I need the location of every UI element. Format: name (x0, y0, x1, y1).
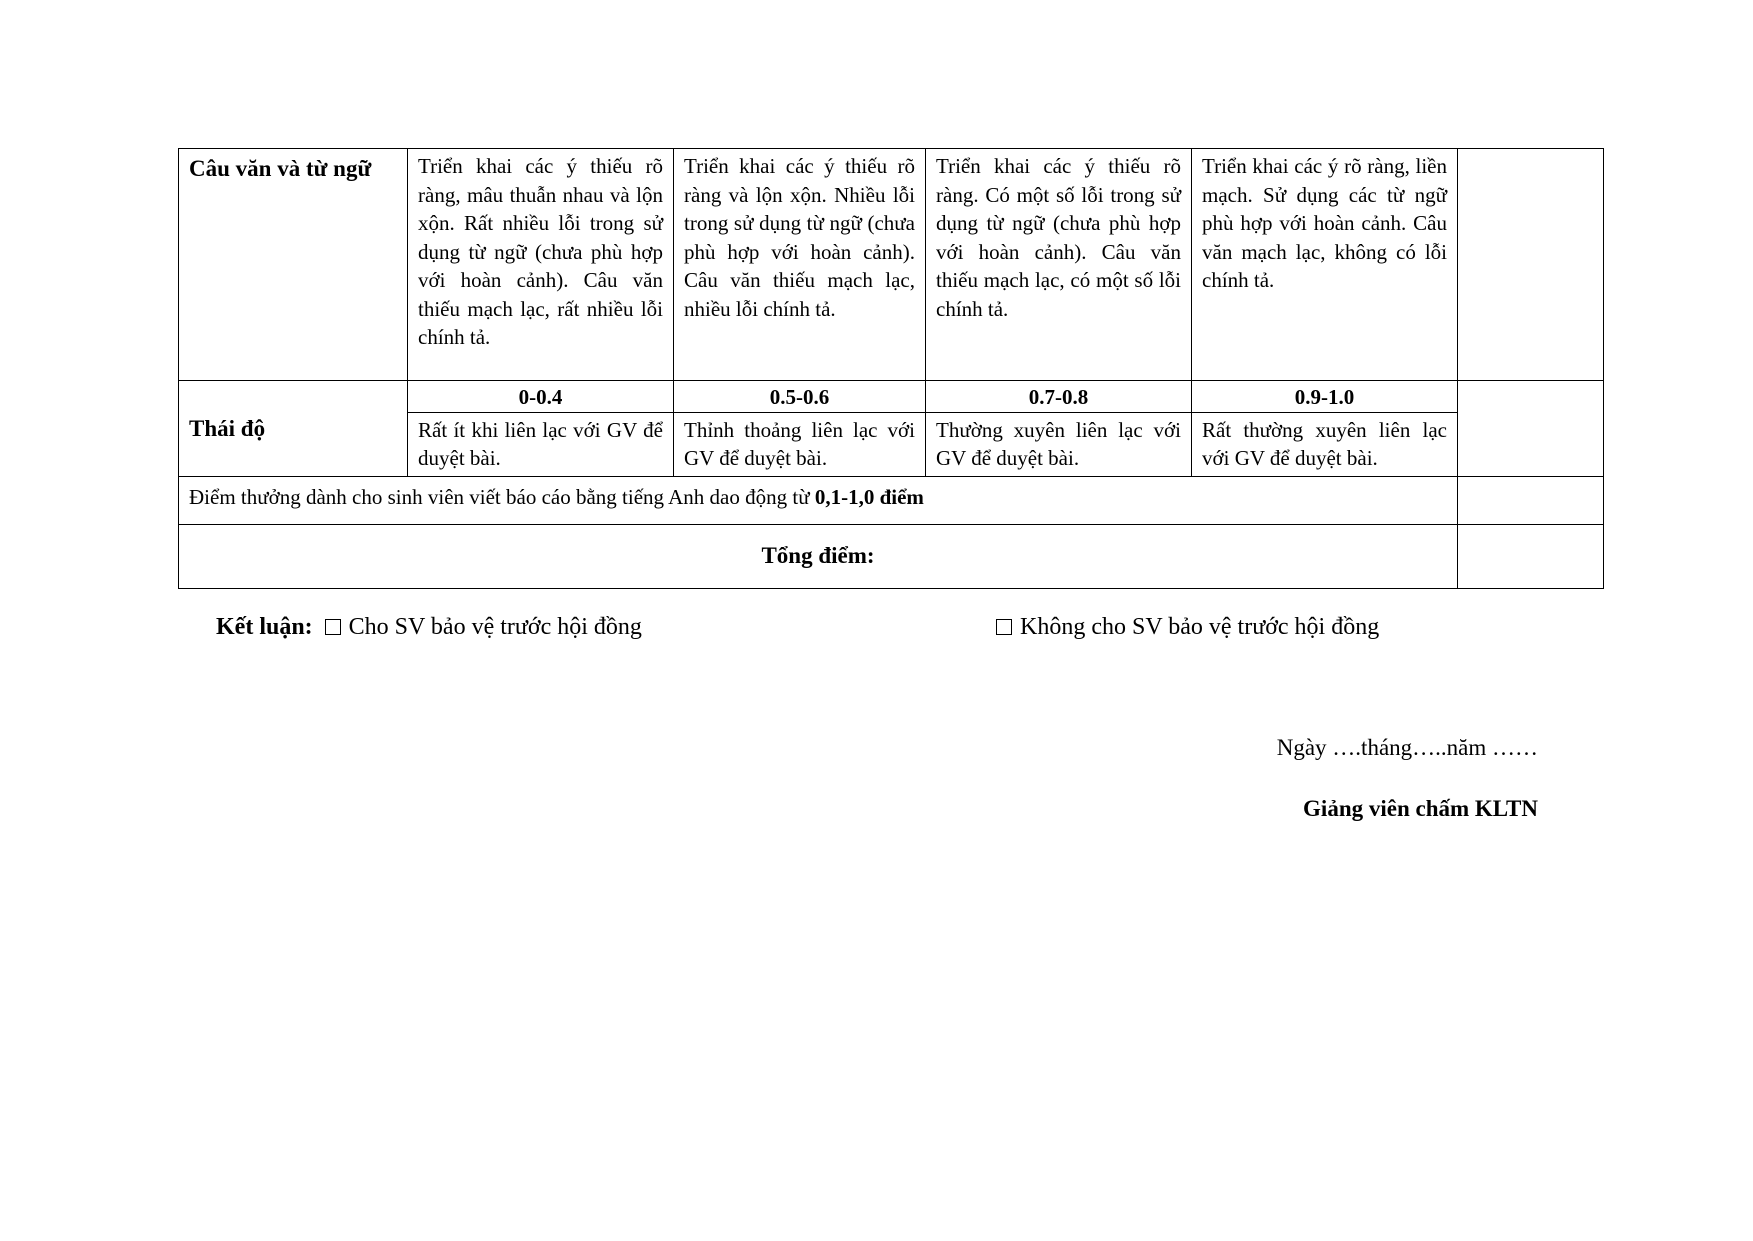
language-row (179, 149, 1604, 381)
allow-checkbox[interactable] (325, 619, 341, 635)
level-cell (1192, 149, 1458, 381)
deny-checkbox[interactable] (996, 619, 1012, 635)
level-cell (926, 412, 1192, 476)
bonus-value: 0,1-1,0 điểm (814, 484, 924, 509)
score-range: 0.5-0.6 (674, 381, 926, 413)
total-row (179, 524, 1604, 588)
level-text: Triển khai các ý rõ ràng, liền mạch. Sử dụng các từ ngữ phù hợp với hoàn cảnh. Câu văn mạch lạc, không có lỗi chính tả. (1202, 154, 1447, 292)
level-text: Triển khai các ý thiếu rõ ràng, mâu thuẫn nhau và lộn xộn. Rất nhiều lỗi trong sử dụng từ ngữ (chưa phù hợp với hoàn cảnh). Câu văn thiếu mạch lạc, rất nhiều lỗi chính tả. (418, 154, 663, 349)
score-range: 0-0.4 (408, 381, 674, 413)
score-cell-bonus[interactable] (1458, 476, 1604, 524)
level-text: Triển khai các ý thiếu rõ ràng và lộn xộn. Nhiều lỗi trong sử dụng từ ngữ (chưa phù hợp với hoàn cảnh). Câu văn thiếu mạch lạc, nhiều lỗi chính tả. (684, 154, 915, 321)
level-cell (408, 149, 674, 381)
total-label: Tổng điểm: (179, 524, 1458, 588)
deny-option (996, 612, 1379, 642)
rubric-table (178, 148, 1604, 589)
level-cell (408, 412, 674, 476)
score-cell-total[interactable] (1458, 524, 1604, 588)
score-cell-language[interactable] (1458, 149, 1604, 381)
deny-option-label: Không cho SV bảo vệ trước hội đồng (1020, 614, 1380, 640)
level-text: Rất thường xuyên liên lạc với GV để duyệt bài. (1202, 417, 1447, 470)
level-cell (674, 412, 926, 476)
level-text: Rất ít khi liên lạc với GV để duyệt bài. (418, 417, 663, 470)
score-range: 0.9-1.0 (1192, 381, 1458, 413)
score-cell-attitude[interactable] (1458, 381, 1604, 477)
signer-title: Giảng viên chấm KLTN (1303, 796, 1538, 821)
score-range: 0.7-0.8 (926, 381, 1192, 413)
level-cell (926, 149, 1192, 381)
level-text: Thỉnh thoảng liên lạc với GV để duyệt bài. (684, 417, 915, 470)
level-cell (674, 149, 926, 381)
bonus-row (179, 476, 1604, 524)
bonus-text: Điểm thưởng dành cho sinh viên viết báo cáo bằng tiếng Anh dao động từ (189, 484, 815, 509)
bonus-description (179, 476, 1458, 524)
level-text: Thường xuyên liên lạc với GV để duyệt bài. (936, 417, 1181, 470)
level-text: Triển khai các ý thiếu rõ ràng. Có một số lỗi trong sử dụng từ ngữ (chưa phù hợp với hoàn cảnh). Câu văn thiếu mạch lạc, có một số lỗi chính tả. (936, 154, 1181, 321)
criterion-language: Câu văn và từ ngữ (179, 149, 408, 381)
level-cell (1192, 412, 1458, 476)
date-line: Ngày ….tháng…..năm …… (1276, 735, 1538, 760)
allow-option-label: Cho SV bảo vệ trước hội đồng (348, 614, 642, 640)
conclusion-label: Kết luận: (216, 614, 313, 640)
attitude-range-row (179, 381, 1604, 413)
conclusion (216, 612, 1380, 642)
criterion-attitude: Thái độ (179, 381, 408, 477)
